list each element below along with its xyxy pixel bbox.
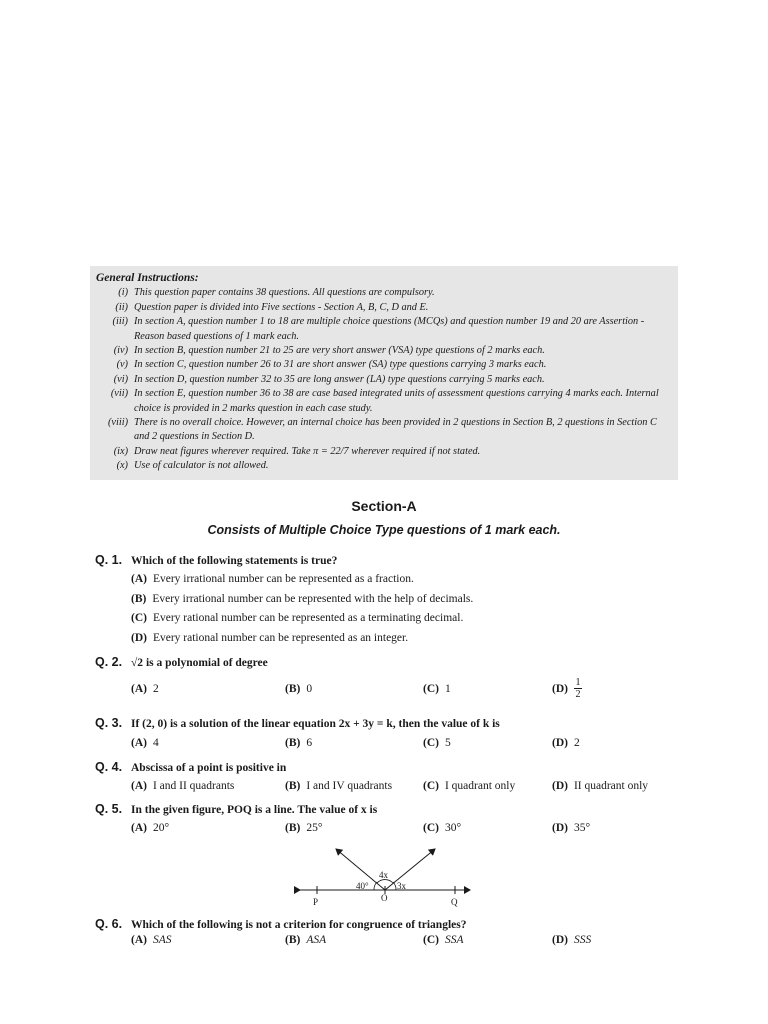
instruction-text: In section A, question number 1 to 18 are multiple choice questions (MCQs) and question number 19 and 20 are Assertion - Reason based questions of 1 mark each.	[134, 316, 645, 342]
option-label: (A)	[131, 934, 147, 946]
option-d	[552, 677, 582, 700]
question-number: Q. 1.	[95, 553, 123, 567]
option-c	[423, 934, 464, 946]
option-label: (D)	[552, 822, 568, 834]
question-text: Which of the following statements is true?	[131, 555, 338, 567]
question-number: Q. 2.	[95, 655, 123, 669]
instruction-text: In section D, question number 32 to 35 are long answer (LA) type questions carrying 5 marks each.	[134, 373, 545, 385]
option-text: 20°	[152, 822, 170, 834]
instruction-item	[96, 315, 672, 344]
option-label: (A)	[131, 573, 147, 585]
option-text: 4	[152, 737, 159, 749]
instruction-item	[96, 416, 672, 445]
instruction-num: (ii)	[115, 301, 128, 313]
option-label: (C)	[423, 780, 439, 792]
instruction-item	[96, 286, 672, 300]
instruction-text: Question paper is divided into Five sections - Section A, B, C, D and E.	[134, 301, 429, 313]
instruction-text: Draw neat figures wherever required. Take π = 22/7 wherever required if not stated.	[134, 445, 481, 457]
label-40: 40°	[356, 881, 369, 891]
question-number: Q. 6.	[95, 917, 123, 931]
option-text: SSA	[444, 934, 464, 946]
option-text: 25°	[306, 822, 323, 834]
option-text: SAS	[152, 934, 172, 946]
option-b	[131, 593, 473, 605]
option-label: (D)	[552, 682, 568, 695]
question-text: is a polynomial of degree	[145, 657, 268, 669]
instruction-item	[96, 344, 672, 358]
label-o: O	[381, 893, 388, 903]
label-3x: 3x	[397, 881, 406, 891]
instruction-item	[96, 301, 672, 315]
fraction	[574, 677, 582, 700]
option-text: 35°	[573, 822, 591, 834]
option-text: 0	[306, 683, 313, 695]
option-label: (D)	[552, 780, 568, 792]
option-b	[285, 737, 312, 749]
option-label: (B)	[285, 737, 301, 749]
fraction-numerator: 1	[575, 677, 581, 688]
instruction-text: There is no overall choice. However, an internal choice has been provided in 2 questions in Section B, 2 questions in Section C and 2 questions in Section D.	[134, 417, 657, 443]
option-text: 5	[444, 737, 451, 749]
option-label: (C)	[423, 934, 439, 946]
question-1	[95, 553, 695, 567]
label-q: Q	[451, 897, 458, 907]
option-d	[552, 780, 648, 792]
instruction-text: In section C, question number 26 to 31 are short answer (SA) type questions carrying 3 marks each.	[134, 359, 547, 371]
option-text: 30°	[444, 822, 462, 834]
option-a	[131, 822, 169, 834]
angle-figure	[290, 838, 480, 908]
option-b	[285, 822, 322, 834]
option-text: 6	[306, 737, 313, 749]
label-p: P	[313, 897, 319, 907]
option-a	[131, 683, 159, 695]
option-d	[552, 934, 591, 946]
option-label: (B)	[131, 593, 147, 605]
option-c	[423, 683, 451, 695]
question-text: In the given figure, POQ is a line. The value of x is	[131, 804, 378, 816]
instruction-text: This question paper contains 38 questions. All questions are compulsory.	[134, 287, 435, 299]
option-text: Every irrational number can be represented with the help of decimals.	[152, 593, 474, 605]
arc-top	[377, 880, 393, 883]
option-text: I and II quadrants	[152, 780, 235, 792]
ray-right	[385, 849, 435, 890]
instruction-text: Use of calculator is not allowed.	[134, 460, 269, 472]
question-number: Q. 5.	[95, 802, 123, 816]
option-label: (B)	[285, 934, 301, 946]
option-d	[131, 632, 408, 644]
option-c	[423, 737, 451, 749]
option-text: Every irrational number can be represented as a fraction.	[152, 573, 414, 585]
option-a	[131, 737, 159, 749]
option-label: (A)	[131, 822, 147, 834]
option-label: (D)	[552, 737, 568, 749]
option-a	[131, 573, 414, 585]
instruction-item	[96, 445, 672, 459]
option-a	[131, 780, 234, 792]
instruction-num: (ix)	[113, 445, 128, 457]
question-2	[95, 655, 695, 669]
section-subtitle: Consists of Multiple Choice Type questions of 1 mark each.	[207, 523, 561, 537]
option-c	[131, 612, 463, 624]
option-text: II quadrant only	[573, 780, 649, 792]
option-label: (D)	[552, 934, 568, 946]
option-label: (C)	[423, 737, 439, 749]
option-text: I and IV quadrants	[306, 780, 393, 792]
option-label: (B)	[285, 780, 301, 792]
option-text: 2	[573, 737, 580, 749]
radical-expression: √2	[131, 657, 144, 669]
option-label: (C)	[423, 822, 439, 834]
question-number: Q. 4.	[95, 760, 123, 774]
instruction-item	[96, 459, 672, 473]
question-text: Which of the following is not a criterion for congruence of triangles?	[131, 919, 467, 931]
option-a	[131, 934, 172, 946]
question-text: Abscissa of a point is positive in	[131, 762, 287, 774]
option-label: (A)	[131, 780, 147, 792]
instruction-item	[96, 358, 672, 372]
instruction-item	[96, 387, 672, 416]
question-6	[95, 917, 695, 931]
instruction-item	[96, 373, 672, 387]
instruction-num: (vi)	[113, 373, 128, 385]
question-number: Q. 3.	[95, 716, 123, 730]
option-c	[423, 780, 515, 792]
option-b	[285, 780, 392, 792]
option-label: (B)	[285, 683, 301, 695]
option-text: Every rational number can be represented as an integer.	[152, 632, 409, 644]
option-label: (A)	[131, 737, 147, 749]
question-4	[95, 760, 695, 774]
instruction-num: (iii)	[112, 316, 128, 328]
instruction-num: (viii)	[107, 417, 128, 429]
option-label: (D)	[131, 632, 147, 644]
section-title: Section-A	[351, 498, 417, 514]
instructions-title: General Instructions:	[96, 272, 199, 284]
option-label: (B)	[285, 822, 301, 834]
option-b	[285, 683, 312, 695]
option-b	[285, 934, 326, 946]
option-label: (C)	[131, 612, 147, 624]
option-d	[552, 737, 580, 749]
instruction-num: (iv)	[113, 345, 128, 357]
option-d	[552, 822, 590, 834]
label-4x: 4x	[379, 870, 388, 880]
option-text: ASA	[306, 934, 327, 946]
question-text: If (2, 0) is a solution of the linear equation 2x + 3y = k, then the value of k is	[131, 718, 500, 730]
option-text: I quadrant only	[444, 780, 516, 792]
fraction-denominator: 2	[575, 689, 581, 700]
option-text: 1	[444, 683, 451, 695]
option-label: (C)	[423, 683, 439, 695]
option-text: SSS	[573, 934, 592, 946]
option-c	[423, 822, 461, 834]
instruction-num: (vii)	[110, 388, 128, 400]
general-instructions	[90, 266, 678, 480]
instruction-num: (x)	[116, 460, 128, 472]
question-5	[95, 802, 695, 816]
instruction-text: In section E, question number 36 to 38 are case based integrated units of assessment questions carrying 4 marks each. Internal choice is provided in 2 marks question in each case study.	[134, 388, 659, 414]
option-label: (A)	[131, 683, 147, 695]
instruction-text: In section B, question number 21 to 25 are very short answer (VSA) type questions of 2 marks each.	[134, 345, 545, 357]
question-3	[95, 716, 695, 730]
option-text: 2	[152, 683, 159, 695]
option-text: Every rational number can be represented as a terminating decimal.	[152, 612, 464, 624]
instruction-num: (i)	[118, 287, 128, 299]
instruction-num: (v)	[116, 359, 128, 371]
